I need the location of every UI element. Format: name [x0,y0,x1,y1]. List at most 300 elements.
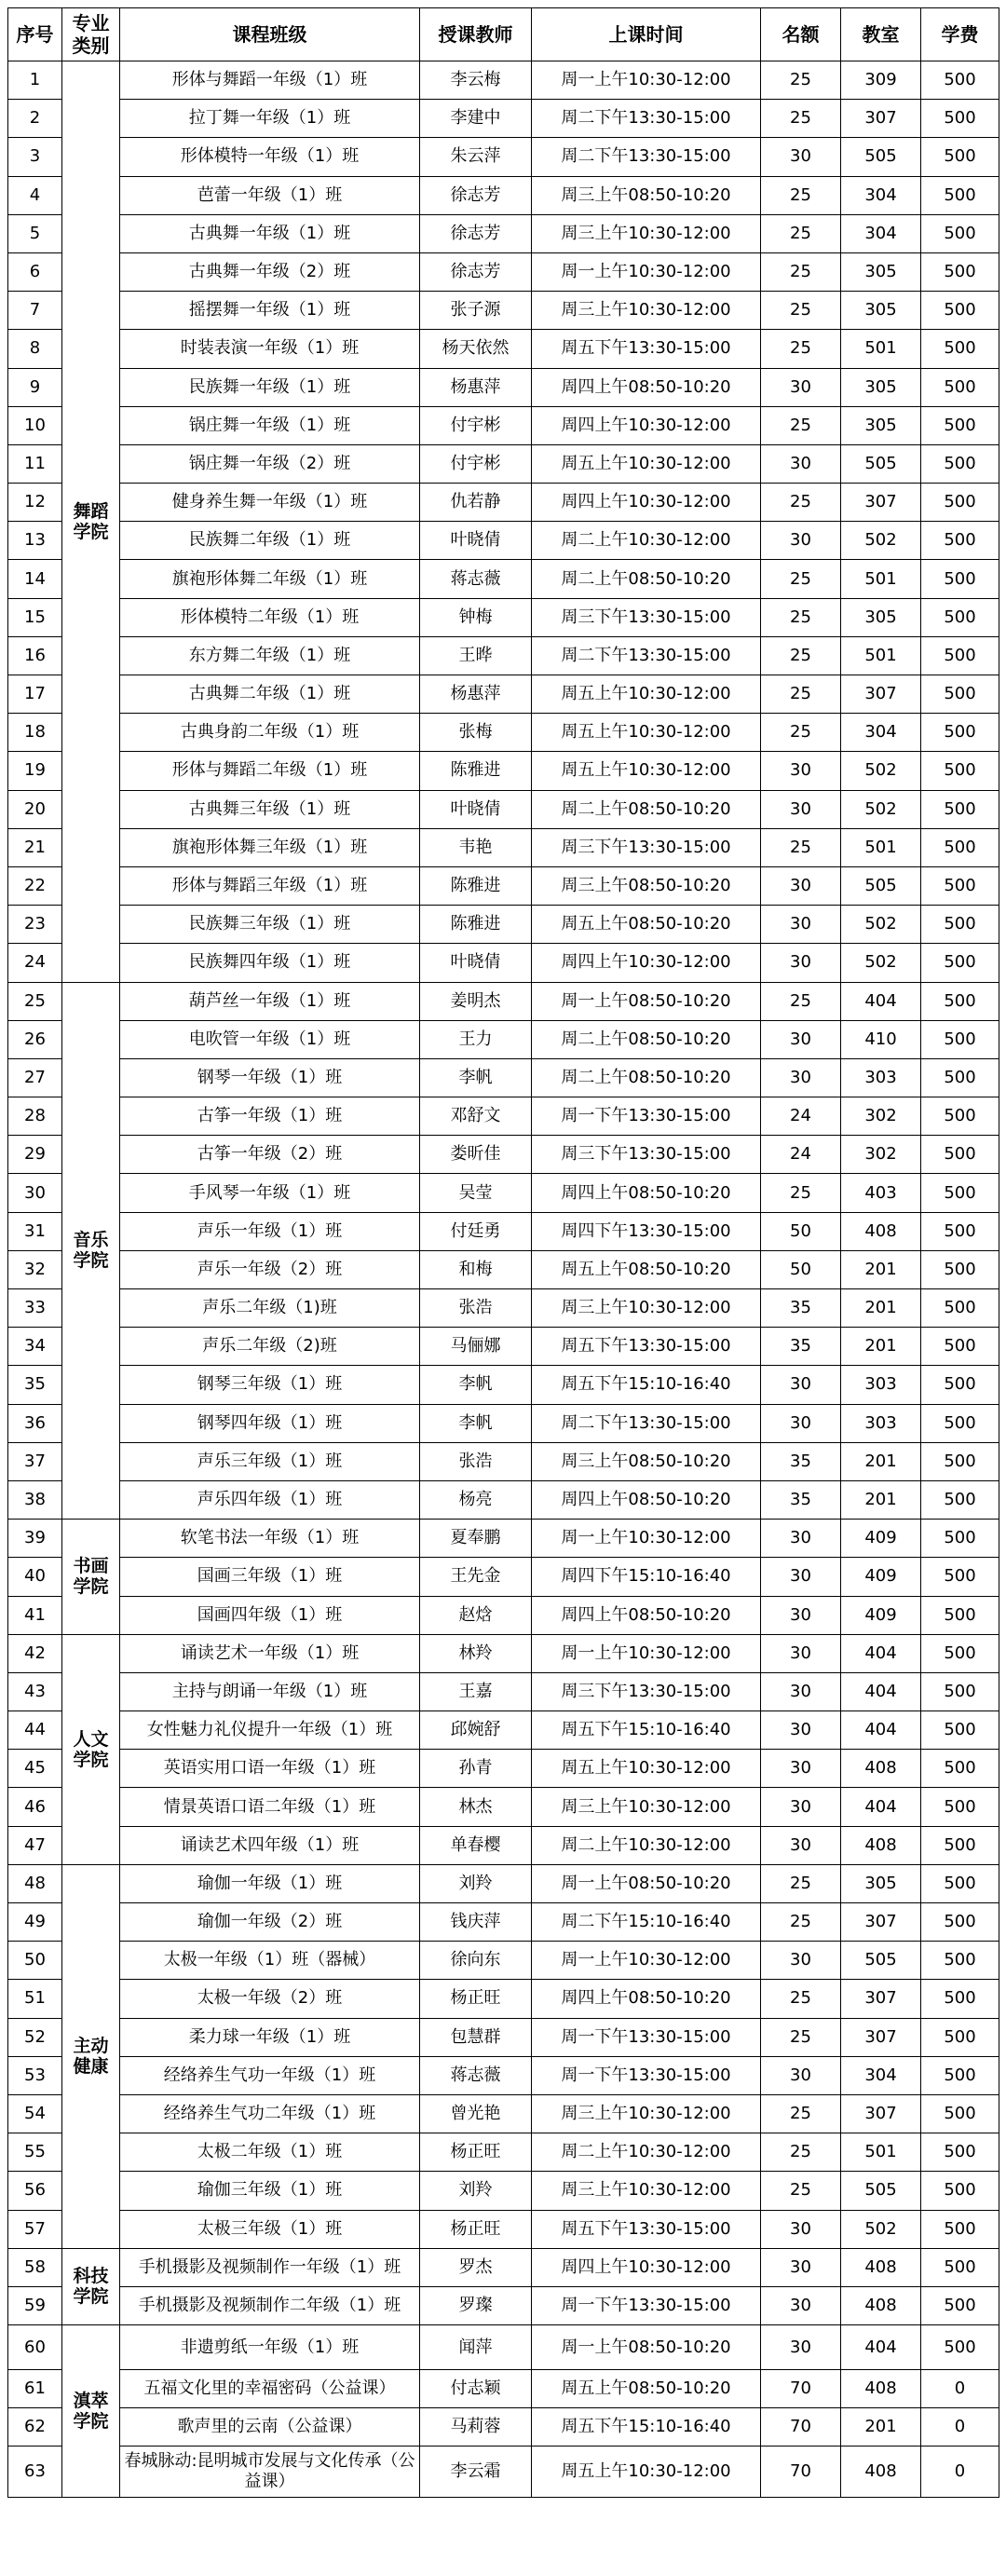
classroom: 303 [841,1404,921,1442]
class-time: 周一下午13:30-15:00 [532,2056,761,2094]
table-row [8,368,999,406]
quota: 35 [761,1480,841,1519]
classroom: 502 [841,790,921,828]
table-row [8,2056,999,2094]
tuition-fee: 500 [921,1250,999,1288]
quota: 25 [761,2018,841,2056]
teacher-name: 张浩 [420,1442,532,1480]
class-time: 周五下午15:10-16:40 [532,1711,761,1750]
row-index: 59 [8,2286,62,2324]
classroom: 501 [841,2133,921,2172]
course-name: 葫芦丝一年级（1）班 [120,982,420,1020]
course-name: 经络养生气功一年级（1）班 [120,2056,420,2094]
quota: 30 [761,2286,841,2324]
tuition-fee: 500 [921,1212,999,1250]
class-time: 周四上午08:50-10:20 [532,1980,761,2018]
row-index: 8 [8,330,62,368]
course-name: 形体模特二年级（1）班 [120,598,420,636]
course-name: 钢琴一年级（1）班 [120,1058,420,1097]
tuition-fee: 500 [921,866,999,905]
classroom: 404 [841,2325,921,2370]
course-name: 瑜伽一年级（2）班 [120,1903,420,1942]
teacher-name: 张梅 [420,714,532,752]
course-name: 锅庄舞一年级（1）班 [120,406,420,444]
class-time: 周五上午10:30-12:00 [532,444,761,483]
class-time: 周一上午10:30-12:00 [532,61,761,100]
classroom: 307 [841,2018,921,2056]
row-index: 27 [8,1058,62,1097]
category-cell: 舞蹈学院 [62,61,120,983]
classroom: 410 [841,1020,921,1058]
quota: 70 [761,2447,841,2498]
class-time: 周五上午10:30-12:00 [532,2447,761,2498]
quota: 30 [761,1788,841,1826]
teacher-name: 邱婉舒 [420,1711,532,1750]
row-index: 16 [8,636,62,675]
course-name: 形体模特一年级（1）班 [120,138,420,176]
course-name: 太极一年级（1）班（器械） [120,1942,420,1980]
teacher-name: 单春樱 [420,1826,532,1864]
table-row [8,2133,999,2172]
classroom: 403 [841,1174,921,1212]
quota: 25 [761,598,841,636]
class-time: 周二上午08:50-10:20 [532,790,761,828]
class-time: 周四上午08:50-10:20 [532,1596,761,1634]
classroom: 502 [841,2210,921,2248]
teacher-name: 李云霜 [420,2447,532,2498]
row-index: 49 [8,1903,62,1942]
tuition-fee: 500 [921,1136,999,1174]
teacher-name: 徐志芳 [420,214,532,252]
class-time: 周四下午13:30-15:00 [532,1212,761,1250]
table-row [8,292,999,330]
quota: 25 [761,176,841,214]
quota: 30 [761,1750,841,1788]
teacher-name: 陈雅进 [420,752,532,790]
table-row [8,2447,999,2498]
tuition-fee: 500 [921,1788,999,1826]
table-row [8,444,999,483]
header-teacher: 授课教师 [420,8,532,61]
quota: 50 [761,1212,841,1250]
row-index: 60 [8,2325,62,2370]
row-index: 11 [8,444,62,483]
tuition-fee: 500 [921,1442,999,1480]
classroom: 404 [841,1672,921,1711]
table-row [8,100,999,138]
quota: 30 [761,2325,841,2370]
table-row [8,1480,999,1519]
table-row [8,1136,999,1174]
course-name: 摇摆舞一年级（1）班 [120,292,420,330]
table-row [8,2286,999,2324]
classroom: 408 [841,2447,921,2498]
table-row [8,1366,999,1404]
category-cell: 书画学院 [62,1520,120,1635]
teacher-name: 徐志芳 [420,176,532,214]
tuition-fee: 500 [921,2248,999,2286]
tuition-fee: 500 [921,828,999,866]
table-row [8,214,999,252]
classroom: 505 [841,2172,921,2210]
teacher-name: 马俪娜 [420,1328,532,1366]
classroom: 309 [841,61,921,100]
table-row [8,1328,999,1366]
teacher-name: 林羚 [420,1634,532,1672]
table-row [8,61,999,100]
tuition-fee: 500 [921,61,999,100]
teacher-name: 马莉蓉 [420,2408,532,2447]
classroom: 304 [841,2056,921,2094]
classroom: 408 [841,1212,921,1250]
classroom: 305 [841,406,921,444]
classroom: 201 [841,2408,921,2447]
course-name: 诵读艺术一年级（1）班 [120,1634,420,1672]
classroom: 505 [841,1942,921,1980]
teacher-name: 李帆 [420,1058,532,1097]
tuition-fee: 500 [921,1097,999,1136]
table-row [8,1788,999,1826]
class-time: 周一上午08:50-10:20 [532,2325,761,2370]
tuition-fee: 500 [921,906,999,944]
teacher-name: 姜明杰 [420,982,532,1020]
row-index: 38 [8,1480,62,1519]
classroom: 303 [841,1058,921,1097]
row-index: 14 [8,560,62,598]
class-time: 周五下午13:30-15:00 [532,330,761,368]
quota: 30 [761,2210,841,2248]
tuition-fee: 500 [921,2286,999,2324]
course-name: 古典舞一年级（1）班 [120,214,420,252]
teacher-name: 和梅 [420,1250,532,1288]
row-index: 34 [8,1328,62,1366]
quota: 70 [761,2408,841,2447]
quota: 25 [761,1864,841,1902]
tuition-fee: 500 [921,1596,999,1634]
row-index: 21 [8,828,62,866]
teacher-name: 杨正旺 [420,2210,532,2248]
course-name: 手机摄影及视频制作一年级（1）班 [120,2248,420,2286]
quota: 30 [761,944,841,982]
classroom: 502 [841,522,921,560]
table-row [8,1097,999,1136]
header-row [8,8,999,61]
row-index: 45 [8,1750,62,1788]
class-time: 周二下午13:30-15:00 [532,636,761,675]
table-row [8,252,999,291]
row-index: 57 [8,2210,62,2248]
tuition-fee: 500 [921,1864,999,1902]
table-row [8,1711,999,1750]
table-row [8,1250,999,1288]
classroom: 302 [841,1097,921,1136]
table-row [8,484,999,522]
tuition-fee: 500 [921,636,999,675]
row-index: 41 [8,1596,62,1634]
tuition-fee: 0 [921,2370,999,2408]
teacher-name: 夏奉鹏 [420,1520,532,1558]
class-time: 周五下午13:30-15:00 [532,1328,761,1366]
class-time: 周二上午08:50-10:20 [532,1058,761,1097]
classroom: 201 [841,1442,921,1480]
table-row [8,1442,999,1480]
teacher-name: 李帆 [420,1404,532,1442]
row-index: 56 [8,2172,62,2210]
course-name: 非遗剪纸一年级（1）班 [120,2325,420,2370]
class-time: 周二上午08:50-10:20 [532,1020,761,1058]
class-time: 周三上午10:30-12:00 [532,2172,761,2210]
tuition-fee: 500 [921,560,999,598]
row-index: 55 [8,2133,62,2172]
classroom: 304 [841,714,921,752]
category-cell: 主动健康 [62,1864,120,2248]
teacher-name: 蒋志薇 [420,560,532,598]
quota: 25 [761,828,841,866]
table-row [8,1980,999,2018]
teacher-name: 王嘉 [420,1672,532,1711]
tuition-fee: 500 [921,176,999,214]
tuition-fee: 500 [921,1903,999,1942]
tuition-fee: 500 [921,522,999,560]
quota: 24 [761,1097,841,1136]
row-index: 62 [8,2408,62,2447]
row-index: 25 [8,982,62,1020]
row-index: 10 [8,406,62,444]
tuition-fee: 500 [921,1750,999,1788]
table-body [8,61,999,2498]
quota: 50 [761,1250,841,1288]
tuition-fee: 500 [921,1711,999,1750]
classroom: 502 [841,752,921,790]
class-time: 周二上午10:30-12:00 [532,1826,761,1864]
row-index: 7 [8,292,62,330]
quota: 30 [761,1366,841,1404]
course-name: 古筝一年级（2）班 [120,1136,420,1174]
quota: 30 [761,1942,841,1980]
table-row [8,2172,999,2210]
classroom: 408 [841,1826,921,1864]
class-time: 周四上午08:50-10:20 [532,1480,761,1519]
tuition-fee: 500 [921,1520,999,1558]
teacher-name: 王力 [420,1020,532,1058]
course-name: 软笔书法一年级（1）班 [120,1520,420,1558]
course-name: 民族舞二年级（1）班 [120,522,420,560]
quota: 35 [761,1289,841,1328]
row-index: 23 [8,906,62,944]
tuition-fee: 500 [921,944,999,982]
row-index: 51 [8,1980,62,2018]
row-index: 32 [8,1250,62,1288]
tuition-fee: 500 [921,2133,999,2172]
classroom: 502 [841,906,921,944]
teacher-name: 刘羚 [420,2172,532,2210]
row-index: 31 [8,1212,62,1250]
teacher-name: 罗杰 [420,2248,532,2286]
teacher-name: 付廷勇 [420,1212,532,1250]
teacher-name: 钟梅 [420,598,532,636]
quota: 25 [761,292,841,330]
table-row [8,1864,999,1902]
course-name: 古典舞二年级（1）班 [120,675,420,714]
tuition-fee: 500 [921,406,999,444]
teacher-name: 邓舒文 [420,1097,532,1136]
row-index: 26 [8,1020,62,1058]
course-name: 民族舞四年级（1）班 [120,944,420,982]
course-name: 锅庄舞一年级（2）班 [120,444,420,483]
course-name: 瑜伽一年级（1）班 [120,1864,420,1902]
table-row [8,714,999,752]
quota: 30 [761,2248,841,2286]
quota: 30 [761,368,841,406]
course-name: 钢琴四年级（1）班 [120,1404,420,1442]
class-time: 周二上午08:50-10:20 [532,560,761,598]
table-row [8,2370,999,2408]
quota: 30 [761,906,841,944]
quota: 25 [761,252,841,291]
course-name: 芭蕾一年级（1）班 [120,176,420,214]
tuition-fee: 500 [921,790,999,828]
tuition-fee: 500 [921,1942,999,1980]
table-row [8,2408,999,2447]
row-index: 61 [8,2370,62,2408]
course-name: 太极一年级（2）班 [120,1980,420,2018]
table-row [8,2210,999,2248]
quota: 30 [761,138,841,176]
table-row [8,752,999,790]
table-row [8,2094,999,2133]
class-time: 周二下午13:30-15:00 [532,100,761,138]
course-name: 声乐四年级（1）班 [120,1480,420,1519]
quota: 30 [761,790,841,828]
category-cell: 人文学院 [62,1634,120,1864]
tuition-fee: 500 [921,1480,999,1519]
class-time: 周三上午10:30-12:00 [532,214,761,252]
teacher-name: 娄昕佳 [420,1136,532,1174]
course-name: 歌声里的云南（公益课） [120,2408,420,2447]
tuition-fee: 500 [921,2018,999,2056]
header-room: 教室 [841,8,921,61]
header-index: 序号 [8,8,62,61]
tuition-fee: 500 [921,752,999,790]
class-time: 周三上午08:50-10:20 [532,176,761,214]
classroom: 307 [841,484,921,522]
course-name: 柔力球一年级（1）班 [120,2018,420,2056]
tuition-fee: 500 [921,1174,999,1212]
teacher-name: 杨天依然 [420,330,532,368]
tuition-fee: 500 [921,1404,999,1442]
class-time: 周二下午15:10-16:40 [532,1903,761,1942]
class-time: 周二下午13:30-15:00 [532,1404,761,1442]
row-index: 24 [8,944,62,982]
teacher-name: 王晔 [420,636,532,675]
teacher-name: 杨惠萍 [420,675,532,714]
quota: 30 [761,1672,841,1711]
course-name: 太极三年级（1）班 [120,2210,420,2248]
table-row [8,1212,999,1250]
tuition-fee: 500 [921,1672,999,1711]
course-name: 声乐三年级（1）班 [120,1442,420,1480]
table-row [8,1174,999,1212]
classroom: 201 [841,1328,921,1366]
table-row [8,330,999,368]
classroom: 304 [841,176,921,214]
classroom: 201 [841,1250,921,1288]
quota: 25 [761,330,841,368]
course-name: 国画四年级（1）班 [120,1596,420,1634]
class-time: 周四下午15:10-16:40 [532,1558,761,1596]
teacher-name: 杨惠萍 [420,368,532,406]
teacher-name: 罗璨 [420,2286,532,2324]
tuition-fee: 500 [921,214,999,252]
course-name: 五福文化里的幸福密码（公益课） [120,2370,420,2408]
row-index: 18 [8,714,62,752]
category-cell: 音乐学院 [62,982,120,1520]
quota: 25 [761,675,841,714]
classroom: 502 [841,944,921,982]
course-name: 声乐二年级（1)班 [120,1289,420,1328]
quota: 30 [761,1826,841,1864]
course-name: 旗袍形体舞三年级（1）班 [120,828,420,866]
tuition-fee: 500 [921,675,999,714]
quota: 25 [761,636,841,675]
course-name: 经络养生气功二年级（1）班 [120,2094,420,2133]
row-index: 46 [8,1788,62,1826]
classroom: 305 [841,598,921,636]
course-name: 古典身韵二年级（1）班 [120,714,420,752]
teacher-name: 仇若静 [420,484,532,522]
classroom: 409 [841,1520,921,1558]
class-time: 周三下午13:30-15:00 [532,598,761,636]
classroom: 501 [841,636,921,675]
teacher-name: 陈雅进 [420,906,532,944]
quota: 25 [761,214,841,252]
class-time: 周五上午10:30-12:00 [532,675,761,714]
classroom: 307 [841,100,921,138]
course-name: 时装表演一年级（1）班 [120,330,420,368]
row-index: 42 [8,1634,62,1672]
quota: 25 [761,1980,841,2018]
table-row [8,522,999,560]
class-time: 周五上午10:30-12:00 [532,1750,761,1788]
teacher-name: 王先金 [420,1558,532,1596]
row-index: 13 [8,522,62,560]
course-name: 形体与舞蹈三年级（1）班 [120,866,420,905]
row-index: 19 [8,752,62,790]
tuition-fee: 500 [921,2172,999,2210]
classroom: 408 [841,2370,921,2408]
tuition-fee: 500 [921,1634,999,1672]
teacher-name: 钱庆萍 [420,1903,532,1942]
class-time: 周五上午10:30-12:00 [532,714,761,752]
table-row [8,675,999,714]
quota: 25 [761,61,841,100]
table-row [8,598,999,636]
row-index: 3 [8,138,62,176]
course-name: 手机摄影及视频制作二年级（1）班 [120,2286,420,2324]
teacher-name: 刘羚 [420,1864,532,1902]
row-index: 53 [8,2056,62,2094]
category-cell: 滇萃学院 [62,2325,120,2498]
course-name: 拉丁舞一年级（1）班 [120,100,420,138]
classroom: 305 [841,368,921,406]
table-row [8,1672,999,1711]
row-index: 5 [8,214,62,252]
classroom: 408 [841,1750,921,1788]
quota: 30 [761,1711,841,1750]
course-name: 瑜伽三年级（1）班 [120,2172,420,2210]
quota: 30 [761,444,841,483]
class-time: 周二上午10:30-12:00 [532,522,761,560]
